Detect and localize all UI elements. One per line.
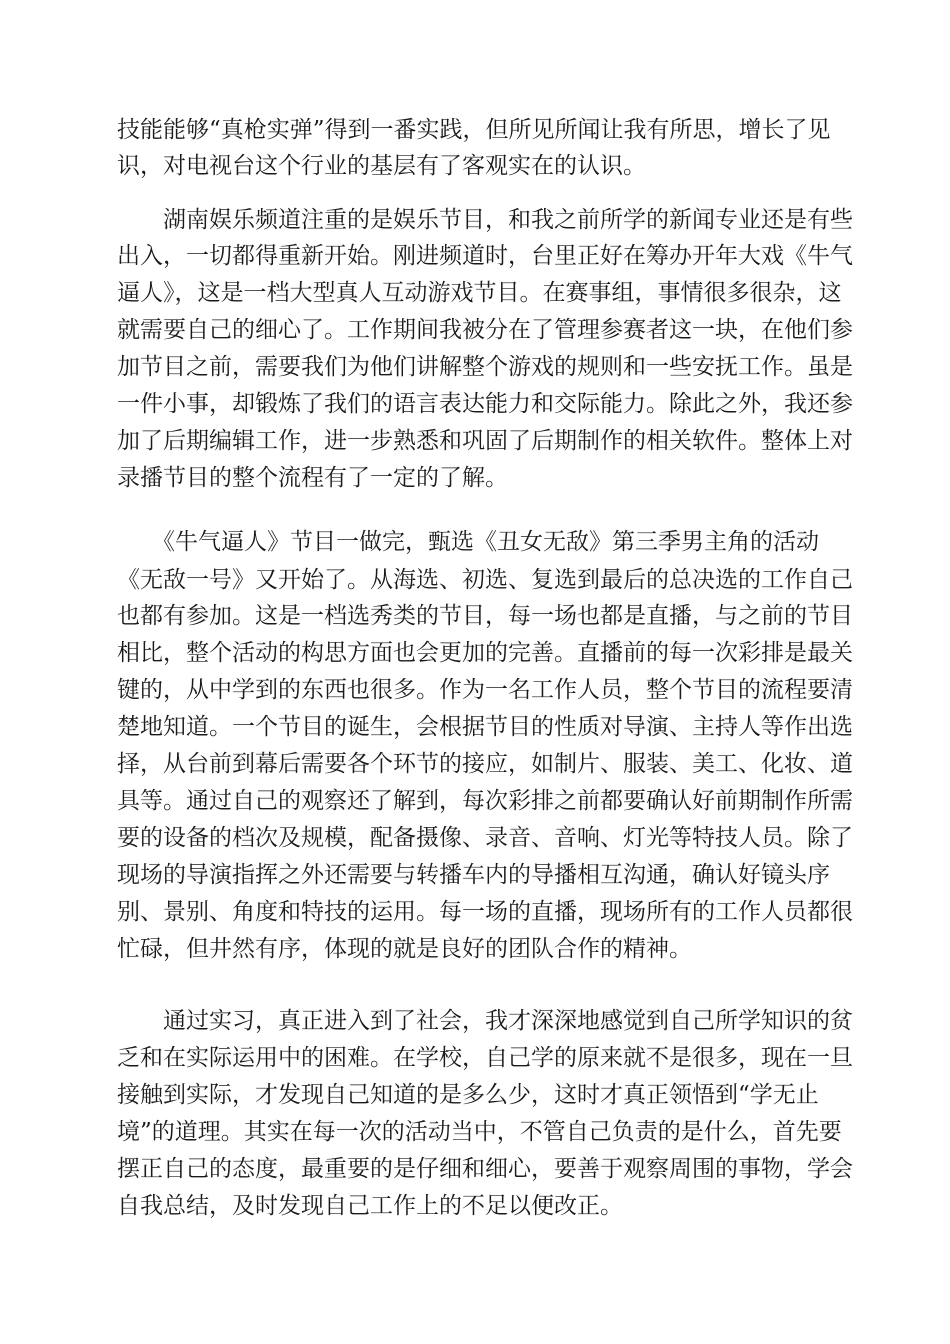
text-line: 楚地知道。一个节目的诞生，会根据节目的性质对导演、主持人等作出选	[117, 714, 853, 740]
text-line: 出入，一切都得重新开始。刚进频道时，台里正好在筹办开年大戏《牛气	[117, 243, 853, 269]
text-line: 择，从台前到幕后需要各个环节的接应，如制片、服装、美工、化妆、道	[117, 751, 853, 777]
text-line: 通过实习，真正进入到了社会，我才深深地感觉到自己所学知识的贫	[163, 1008, 853, 1034]
text-line: 相比，整个活动的构思方面也会更加的完善。直播前的每一次彩排是最关	[117, 640, 853, 666]
text-line: 加了后期编辑工作，进一步熟悉和巩固了后期制作的相关软件。整体上对	[117, 428, 853, 454]
text-line: 技能能够“真枪实弹”得到一番实践，但所见所闻让我有所思，增长了见	[117, 117, 831, 143]
text-line: 忙碌，但井然有序，体现的就是良好的团队合作的精神。	[117, 936, 692, 962]
text-line: 录播节目的整个流程有了一定的了解。	[117, 465, 508, 491]
text-line: 逼人》，这是一档大型真人互动游戏节目。在赛事组，事情很多很杂，这	[117, 280, 842, 306]
text-line: 湖南娱乐频道注重的是娱乐节目，和我之前所学的新闻专业还是有些	[163, 207, 853, 233]
text-line: 一件小事，却锻炼了我们的语言表达能力和交际能力。除此之外，我还参	[117, 391, 853, 417]
text-line: 具等。通过自己的观察还了解到，每次彩排之前都要确认好前期制作所需	[117, 788, 853, 814]
text-line: 接触到实际，才发现自己知道的是多么少，这时才真正领悟到“学无止	[117, 1082, 819, 1108]
text-line: 就需要自己的细心了。工作期间我被分在了管理参赛者这一块，在他们参	[117, 317, 853, 343]
text-line: 加节目之前，需要我们为他们讲解整个游戏的规则和一些安抚工作。虽是	[117, 354, 853, 380]
text-line: 摆正自己的态度，最重要的是仔细和细心，要善于观察周围的事物，学会	[117, 1156, 853, 1182]
text-line: 《无敌一号》又开始了。从海选、初选、复选到最后的总决选的工作自己	[117, 567, 853, 593]
text-line: 识，对电视台这个行业的基层有了客观实在的认识。	[117, 153, 646, 179]
text-line: 也都有参加。这是一档选秀类的节目，每一场也都是直播，与之前的节目	[117, 603, 853, 629]
text-line: 乏和在实际运用中的困难。在学校，自己学的原来就不是很多，现在一旦	[117, 1045, 853, 1071]
text-line: 键的，从中学到的东西也很多。作为一名工作人员，整个节目的流程要清	[117, 677, 853, 703]
text-line: 现场的导演指挥之外还需要与转播车内的导播相互沟通，确认好镜头序	[117, 862, 830, 888]
text-line: 别、景别、角度和特技的运用。每一场的直播，现场所有的工作人员都很	[117, 899, 853, 925]
text-line: 要的设备的档次及规模，配备摄像、录音、音响、灯光等特技人员。除了	[117, 825, 853, 851]
text-line: 《牛气逼人》节目一做完，甄选《丑女无敌》第三季男主角的活动	[152, 529, 819, 555]
text-line: 自我总结，及时发现自己工作上的不足以便改正。	[117, 1193, 623, 1219]
text-line: 境”的道理。其实在每一次的活动当中，不管自己负责的是什么，首先要	[117, 1119, 842, 1145]
